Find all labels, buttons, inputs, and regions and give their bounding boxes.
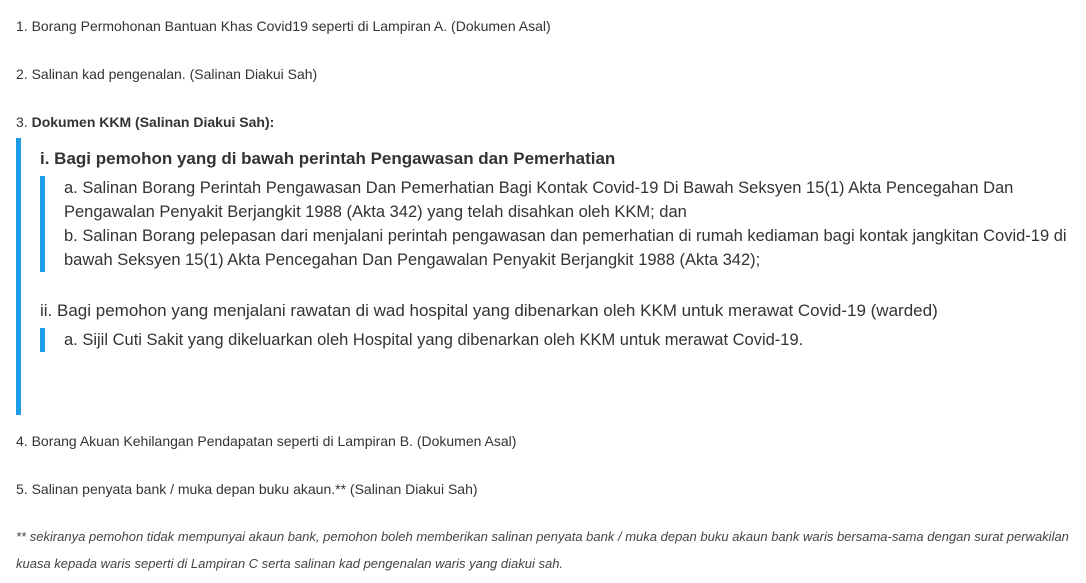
section-i-item-b: b. Salinan Borang pelepasan dari menjalani perintah pengawasan dan pemerhatian di rumah kediaman bagi kontak jangkitan Covid-19 di bawah Seksyen 15(1) Akta Pencegahan Dan Pengawalan Penyakit Berjangkit 1988 (Akta 342);	[64, 227, 1067, 269]
footnote: ** sekiranya pemohon tidak mempunyai akaun bank, pemohon boleh memberikan salinan penyata bank / muka depan buku akaun bank waris bersama-sama dengan surat perwakilan kuasa kepada waris seperti di Lampiran C serta salinan kad pengenalan waris yang diakui sah.	[16, 529, 1069, 571]
list-item-1: 1. Borang Permohonan Bantuan Khas Covid19 seperti di Lampiran A. (Dokumen Asal)	[16, 18, 551, 34]
list-item-3-title: Dokumen KKM (Salinan Diakui Sah):	[31, 114, 275, 130]
list-item-5: 5. Salinan penyata bank / muka depan buku akaun.** (Salinan Diakui Sah)	[16, 481, 478, 497]
section-i-heading: i. Bagi pemohon yang di bawah perintah Pengawasan dan Pemerhatian	[40, 149, 616, 168]
section-ii-item-a: a. Sijil Cuti Sakit yang dikeluarkan oleh Hospital yang dibenarkan oleh KKM untuk merawat Covid-19.	[64, 331, 804, 349]
list-item-2: 2. Salinan kad pengenalan. (Salinan Diakui Sah)	[16, 66, 318, 82]
section-ii-heading: ii. Bagi pemohon yang menjalani rawatan di wad hospital yang dibenarkan oleh KKM untuk merawat Covid-19 (warded)	[40, 301, 938, 320]
list-item-3	[16, 112, 1070, 132]
section-i-item-a: a. Salinan Borang Perintah Pengawasan Dan Pemerhatian Bagi Kontak Covid-19 Di Bawah Seksyen 15(1) Akta Pencegahan Dan Pengawalan Penyakit Berjangkit 1988 (Akta 342) yang telah disahkan oleh KKM; dan	[64, 179, 1014, 221]
list-item-3-prefix: 3.	[16, 114, 32, 130]
section-ii-blockquote	[40, 328, 1070, 352]
section-i-blockquote	[40, 176, 1070, 272]
list-item-4: 4. Borang Akuan Kehilangan Pendapatan seperti di Lampiran B. (Dokumen Asal)	[16, 433, 517, 449]
kkm-documents-blockquote	[16, 138, 1070, 415]
